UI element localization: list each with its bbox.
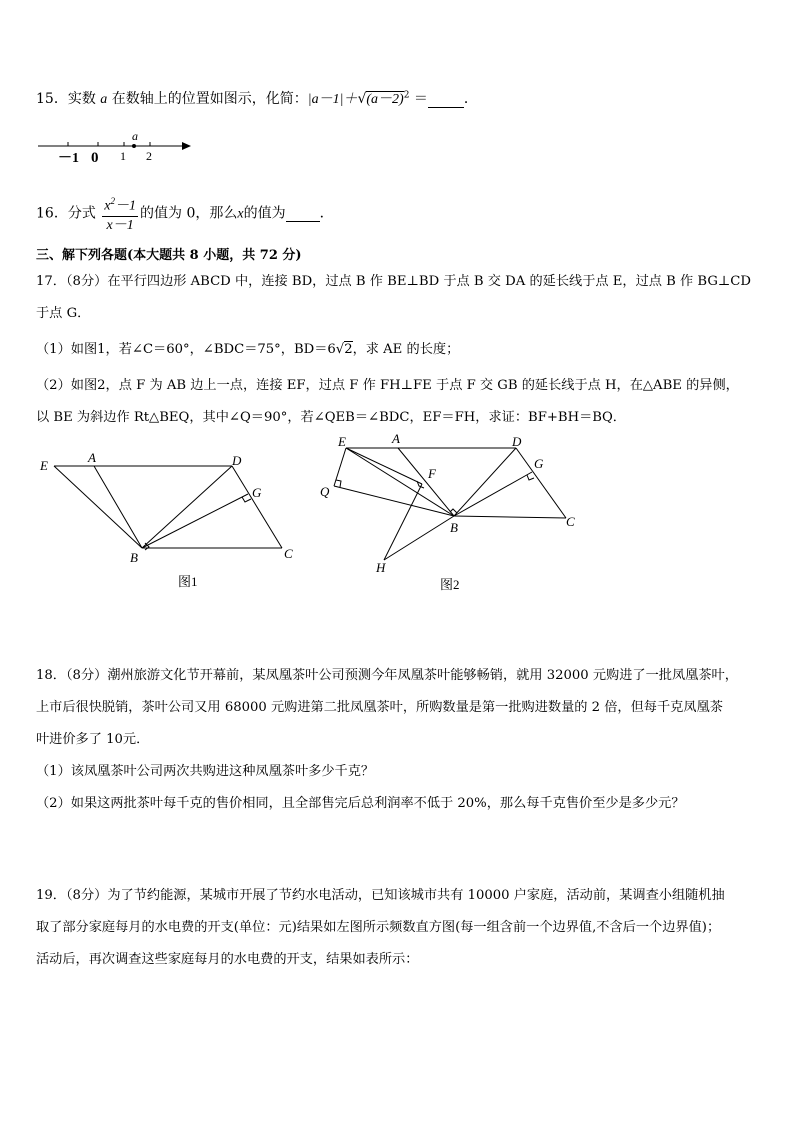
answer-blank[interactable] [428,91,464,108]
tick-label: 0 [91,150,99,166]
abs-expression: |a－1|＋ [307,92,358,107]
fig1-label-D: D [232,453,242,468]
q17-line2: 于点 G． [36,306,91,321]
sqrt-expression: $√(a-2)^2$ [357,90,410,107]
fig2-label-C: C [566,514,575,529]
q16-line: 16．分式 $\frac{x^2-1}{x-1}$ 的值为 0，那么x的值为 ． [36,192,334,235]
q19-line3: 活动后，再次调查这些家庭每月的水电费的开支，结果如表所示： [36,952,419,967]
q19-line2: 取了部分家庭每月的水电费的开支(单位：元)结果如左图所示频数直方图(每一组含前一个边界值,不含后一个边界值)； [36,920,721,935]
q18-sub1: （1）该凤凰茶叶公司两次共购进这种凤凰茶叶多少千克？ [36,764,375,779]
fig1-label-G: G [252,485,262,500]
fig2-label-Q: Q [320,484,330,499]
q17-part1: （1）如图1，若∠C＝60°，∠BDC＝75°，BD＝6√2，求 AE 的长度； [36,342,460,357]
fig1-label-A: A [88,450,96,465]
q18-line3: 叶进价多了 10元． [36,732,150,747]
answer-blank[interactable] [286,205,320,222]
fig1-label-C: C [284,546,293,561]
fig2-label-E: E [338,434,346,449]
section-heading: 三、解下列各题(本大题共 8 小题，共 72 分) [36,248,302,263]
q18-sub2: （2）如果这两批茶叶每千克的售价相同，且全部售完后总利润率不低于 20%，那么每千克售价至少是多少元？ [36,796,685,811]
q17-line1: 17．（8分）在平行四边形 ABCD 中，连接 BD，过点 B 作 BE⊥BD 于点 B 交 DA 的延长线于点 E，过点 B 作 BG⊥CD [36,274,751,289]
fig2-label-B: B [450,520,458,535]
fig1-caption: 图1 [178,574,198,589]
figure-1 [36,448,316,598]
q17-part2-line2: 以 BE 为斜边作 Rt△BEQ，其中∠Q＝90°，若∠QEB＝∠BDC，EF＝FH，求证：BF+BH＝BQ． [36,410,626,425]
fig2-label-A: A [392,432,400,446]
number-line [36,128,196,168]
fig1-label-B: B [130,550,138,565]
q19-line1: 19．（8分）为了节约能源，某城市开展了节约水电活动，已知该城市共有 10000 户家庭，活动前，某调查小组随机抽 [36,888,725,903]
tick-label: 2 [146,149,152,163]
figure-2 [316,432,596,597]
point-a [132,144,136,148]
q18-line1: 18．（8分）潮州旅游文化节开幕前，某凤凰茶叶公司预测今年凤凰茶叶能够畅销，就用 32000 元购进了一批凤凰茶叶， [36,668,738,683]
fig1-label-E: E [40,458,48,473]
tick-label: －1 [58,151,79,166]
point-label: a [132,129,138,143]
fraction: $\frac{x^2-1}{x-1}$ [102,192,138,235]
q18-line2: 上市后很快脱销，茶叶公司又用 68000 元购进第二批凤凰茶叶，所购数量是第一批购进数量的 2 倍，但每千克凤凰茶 [36,700,723,715]
q17-part2-line1: （2）如图2，点 F 为 AB 边上一点，连接 EF，过点 F 作 FH⊥FE 于点 F 交 GB 的延长线于点 H，在△ABE 的异侧， [36,378,739,393]
fig2-label-D: D [512,434,522,449]
fig2-label-F: F [428,466,436,481]
q15-line: 15．实数 a 在数轴上的位置如图示，化简：$|a-1|+√(a-2)^2$ ＝ ． [36,90,478,107]
fig2-label-G: G [534,456,544,471]
tick-label: 1 [120,149,126,163]
fig2-caption: 图2 [440,577,460,592]
fig2-label-H: H [376,560,386,575]
